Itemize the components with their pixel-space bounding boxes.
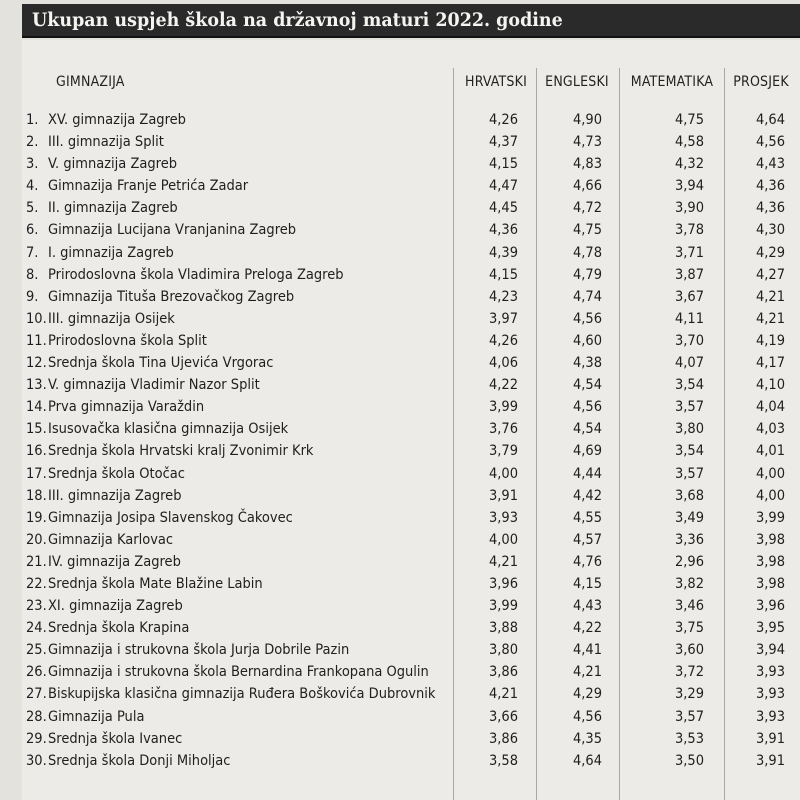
rank-number: 12. <box>26 355 47 372</box>
table-row <box>0 642 800 664</box>
croatian-score: 3,96 <box>488 575 518 592</box>
school-name: Gimnazija Franje Petrića Zadar <box>48 178 249 195</box>
rank-number: 9. <box>26 288 39 305</box>
table-row <box>0 267 800 289</box>
english-score: 4,60 <box>572 332 602 349</box>
croatian-score: 3,86 <box>488 664 518 681</box>
average-score: 4,01 <box>755 443 785 460</box>
english-score: 4,42 <box>572 487 602 504</box>
school-name: II. gimnazija Zagreb <box>48 200 178 217</box>
school-name: Gimnazija Lucijana Vranjanina Zagreb <box>48 222 297 239</box>
english-score: 4,56 <box>572 399 602 416</box>
english-score: 4,29 <box>572 686 602 703</box>
english-score: 4,72 <box>572 200 602 217</box>
croatian-score: 4,22 <box>488 377 518 394</box>
croatian-score: 4,37 <box>488 134 518 151</box>
math-score: 3,60 <box>674 642 704 659</box>
rank-number: 3. <box>26 156 39 173</box>
english-score: 4,15 <box>572 575 602 592</box>
table-row <box>0 466 800 488</box>
math-score: 3,70 <box>674 332 704 349</box>
school-name: V. gimnazija Vladimir Nazor Split <box>48 377 260 394</box>
table-row <box>0 532 800 554</box>
school-name: III. gimnazija Split <box>48 134 164 151</box>
school-name: Prirodoslovna škola Vladimira Preloga Zagreb <box>48 266 344 283</box>
english-score: 4,78 <box>572 244 602 261</box>
croatian-score: 3,91 <box>488 487 518 504</box>
math-score: 3,50 <box>674 752 704 769</box>
english-score: 4,56 <box>572 708 602 725</box>
table-row <box>0 709 800 731</box>
school-name: XI. gimnazija Zagreb <box>48 598 183 615</box>
average-score: 4,03 <box>755 421 785 438</box>
column-header-math: MATEMATIKA <box>630 74 714 90</box>
math-score: 3,71 <box>674 244 704 261</box>
rank-number: 22. <box>26 575 47 592</box>
math-score: 3,57 <box>674 399 704 416</box>
table-row <box>0 289 800 311</box>
school-name: I. gimnazija Zagreb <box>48 244 174 261</box>
table-row <box>0 443 800 465</box>
table-row <box>0 377 800 399</box>
table-row <box>0 200 800 222</box>
average-score: 4,56 <box>755 134 785 151</box>
english-score: 4,75 <box>572 222 602 239</box>
math-score: 3,53 <box>674 730 704 747</box>
school-name: Gimnazija Josipa Slavenskog Čakovec <box>48 509 293 526</box>
average-score: 4,19 <box>755 332 785 349</box>
croatian-score: 4,06 <box>488 355 518 372</box>
column-header-school: GIMNAZIJA <box>56 74 125 90</box>
rank-number: 29. <box>26 730 47 747</box>
croatian-score: 4,00 <box>488 531 518 548</box>
english-score: 4,21 <box>572 664 602 681</box>
school-name: III. gimnazija Osijek <box>48 310 175 327</box>
rank-number: 24. <box>26 620 47 637</box>
math-score: 3,36 <box>674 531 704 548</box>
math-score: 3,94 <box>674 178 704 195</box>
school-name: Gimnazija Pula <box>48 708 145 725</box>
school-name: Gimnazija i strukovna škola Bernardina Frankopana Ogulin <box>48 664 429 681</box>
croatian-score: 4,00 <box>488 465 518 482</box>
croatian-score: 3,88 <box>488 620 518 637</box>
column-header-average: PROSJEK <box>733 74 789 90</box>
math-score: 3,75 <box>674 620 704 637</box>
rank-number: 13. <box>26 377 47 394</box>
english-score: 4,74 <box>572 288 602 305</box>
math-score: 4,07 <box>674 355 704 372</box>
math-score: 3,78 <box>674 222 704 239</box>
average-score: 3,93 <box>755 664 785 681</box>
math-score: 3,80 <box>674 421 704 438</box>
rank-number: 21. <box>26 553 47 570</box>
rank-number: 2. <box>26 134 39 151</box>
math-score: 3,90 <box>674 200 704 217</box>
average-score: 4,21 <box>755 288 785 305</box>
croatian-score: 4,47 <box>488 178 518 195</box>
school-name: Srednja škola Ivanec <box>48 730 183 747</box>
english-score: 4,55 <box>572 509 602 526</box>
croatian-score: 4,21 <box>488 686 518 703</box>
title-bar <box>22 4 800 38</box>
croatian-score: 4,39 <box>488 244 518 261</box>
average-score: 3,94 <box>755 642 785 659</box>
english-score: 4,22 <box>572 620 602 637</box>
english-score: 4,35 <box>572 730 602 747</box>
table-row <box>0 686 800 708</box>
results-table <box>0 112 800 775</box>
math-score: 3,57 <box>674 465 704 482</box>
rank-number: 27. <box>26 686 47 703</box>
average-score: 4,36 <box>755 200 785 217</box>
croatian-score: 3,99 <box>488 598 518 615</box>
average-score: 4,36 <box>755 178 785 195</box>
column-header-croatian: HRVATSKI <box>465 74 527 90</box>
average-score: 4,29 <box>755 244 785 261</box>
school-name: Gimnazija Tituša Brezovačkog Zagreb <box>48 288 295 305</box>
table-row <box>0 620 800 642</box>
croatian-score: 3,58 <box>488 752 518 769</box>
croatian-score: 3,86 <box>488 730 518 747</box>
school-name: Prva gimnazija Varaždin <box>48 399 205 416</box>
rank-number: 23. <box>26 598 47 615</box>
croatian-score: 4,36 <box>488 222 518 239</box>
school-name: Srednja škola Tina Ujevića Vrgorac <box>48 355 274 372</box>
page-title: Ukupan uspjeh škola na državnoj maturi 2022. godine <box>32 9 563 31</box>
school-name: Srednja škola Donji Miholjac <box>48 752 231 769</box>
school-name: III. gimnazija Zagreb <box>48 487 182 504</box>
average-score: 4,17 <box>755 355 785 372</box>
rank-number: 20. <box>26 531 47 548</box>
rank-number: 7. <box>26 244 39 261</box>
average-score: 3,95 <box>755 620 785 637</box>
school-name: Srednja škola Hrvatski kralj Zvonimir Krk <box>48 443 314 460</box>
english-score: 4,43 <box>572 598 602 615</box>
school-name: IV. gimnazija Zagreb <box>48 553 181 570</box>
croatian-score: 3,66 <box>488 708 518 725</box>
english-score: 4,57 <box>572 531 602 548</box>
table-row <box>0 488 800 510</box>
average-score: 3,93 <box>755 708 785 725</box>
croatian-score: 4,26 <box>488 112 518 128</box>
math-score: 3,46 <box>674 598 704 615</box>
english-score: 4,76 <box>572 553 602 570</box>
croatian-score: 3,97 <box>488 310 518 327</box>
rank-number: 4. <box>26 178 39 195</box>
average-score: 3,96 <box>755 598 785 615</box>
table-row <box>0 510 800 532</box>
table-row <box>0 355 800 377</box>
table-row <box>0 731 800 753</box>
table-row <box>0 399 800 421</box>
math-score: 3,87 <box>674 266 704 283</box>
school-name: Prirodoslovna škola Split <box>48 332 207 349</box>
english-score: 4,90 <box>572 112 602 128</box>
english-score: 4,38 <box>572 355 602 372</box>
rank-number: 5. <box>26 200 39 217</box>
croatian-score: 4,26 <box>488 332 518 349</box>
english-score: 4,41 <box>572 642 602 659</box>
table-row <box>0 664 800 686</box>
rank-number: 17. <box>26 465 47 482</box>
table-row <box>0 576 800 598</box>
english-score: 4,69 <box>572 443 602 460</box>
rank-number: 30. <box>26 752 47 769</box>
rank-number: 11. <box>26 332 47 349</box>
croatian-score: 4,15 <box>488 156 518 173</box>
table-row <box>0 245 800 267</box>
rank-number: 14. <box>26 399 47 416</box>
english-score: 4,64 <box>572 752 602 769</box>
average-score: 4,64 <box>755 112 785 128</box>
table-row <box>0 598 800 620</box>
average-score: 3,98 <box>755 575 785 592</box>
average-score: 4,00 <box>755 487 785 504</box>
math-score: 3,57 <box>674 708 704 725</box>
croatian-score: 4,15 <box>488 266 518 283</box>
school-name: Srednja škola Otočac <box>48 465 185 482</box>
school-name: Gimnazija Karlovac <box>48 531 174 548</box>
table-row <box>0 134 800 156</box>
average-score: 3,91 <box>755 752 785 769</box>
math-score: 4,32 <box>674 156 704 173</box>
croatian-score: 3,76 <box>488 421 518 438</box>
rank-number: 19. <box>26 509 47 526</box>
school-name: Srednja škola Mate Blažine Labin <box>48 575 263 592</box>
math-score: 4,58 <box>674 134 704 151</box>
rank-number: 28. <box>26 708 47 725</box>
english-score: 4,54 <box>572 421 602 438</box>
english-score: 4,44 <box>572 465 602 482</box>
table-row <box>0 156 800 178</box>
table-row <box>0 421 800 443</box>
math-score: 3,54 <box>674 443 704 460</box>
croatian-score: 3,99 <box>488 399 518 416</box>
average-score: 3,99 <box>755 509 785 526</box>
average-score: 4,30 <box>755 222 785 239</box>
math-score: 3,49 <box>674 509 704 526</box>
math-score: 3,29 <box>674 686 704 703</box>
rank-number: 1. <box>26 112 39 128</box>
english-score: 4,54 <box>572 377 602 394</box>
rank-number: 16. <box>26 443 47 460</box>
rank-number: 18. <box>26 487 47 504</box>
croatian-score: 4,21 <box>488 553 518 570</box>
column-header-english: ENGLESKI <box>545 74 609 90</box>
average-score: 3,93 <box>755 686 785 703</box>
math-score: 3,67 <box>674 288 704 305</box>
table-row <box>0 178 800 200</box>
rank-number: 25. <box>26 642 47 659</box>
math-score: 3,72 <box>674 664 704 681</box>
croatian-score: 3,80 <box>488 642 518 659</box>
math-score: 2,96 <box>674 553 704 570</box>
table-row <box>0 311 800 333</box>
school-name: V. gimnazija Zagreb <box>48 156 178 173</box>
croatian-score: 4,23 <box>488 288 518 305</box>
average-score: 3,91 <box>755 730 785 747</box>
school-name: Isusovačka klasična gimnazija Osijek <box>48 421 289 438</box>
average-score: 3,98 <box>755 531 785 548</box>
rank-number: 8. <box>26 266 39 283</box>
rank-number: 26. <box>26 664 47 681</box>
math-score: 3,54 <box>674 377 704 394</box>
table-row <box>0 554 800 576</box>
english-score: 4,66 <box>572 178 602 195</box>
average-score: 4,04 <box>755 399 785 416</box>
english-score: 4,73 <box>572 134 602 151</box>
table-row <box>0 753 800 775</box>
school-name: Biskupijska klasična gimnazija Ruđera Boškovića Dubrovnik <box>48 686 436 703</box>
rank-number: 15. <box>26 421 47 438</box>
math-score: 4,11 <box>674 310 704 327</box>
school-name: XV. gimnazija Zagreb <box>48 112 186 128</box>
croatian-score: 4,45 <box>488 200 518 217</box>
school-name: Gimnazija i strukovna škola Jurja Dobrile Pazin <box>48 642 350 659</box>
rank-number: 10. <box>26 310 47 327</box>
average-score: 3,98 <box>755 553 785 570</box>
average-score: 4,10 <box>755 377 785 394</box>
math-score: 3,68 <box>674 487 704 504</box>
average-score: 4,21 <box>755 310 785 327</box>
table-row <box>0 112 800 134</box>
math-score: 4,75 <box>674 112 704 128</box>
table-row <box>0 222 800 244</box>
average-score: 4,43 <box>755 156 785 173</box>
average-score: 4,27 <box>755 266 785 283</box>
table-row <box>0 333 800 355</box>
average-score: 4,00 <box>755 465 785 482</box>
english-score: 4,56 <box>572 310 602 327</box>
english-score: 4,79 <box>572 266 602 283</box>
croatian-score: 3,93 <box>488 509 518 526</box>
school-name: Srednja škola Krapina <box>48 620 190 637</box>
math-score: 3,82 <box>674 575 704 592</box>
english-score: 4,83 <box>572 156 602 173</box>
rank-number: 6. <box>26 222 39 239</box>
croatian-score: 3,79 <box>488 443 518 460</box>
